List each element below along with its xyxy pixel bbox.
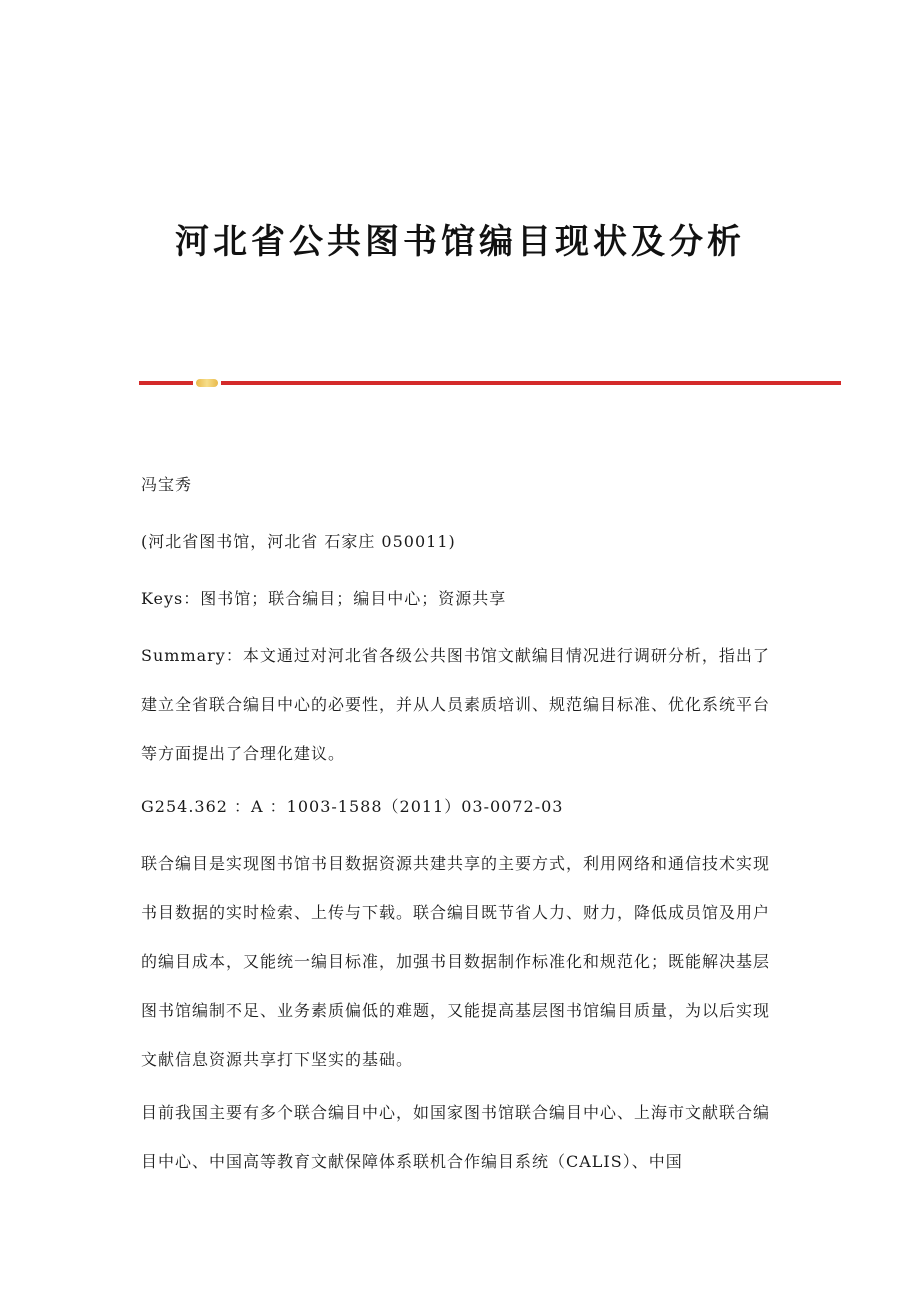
keywords: Keys：图书馆；联合编目；编目中心；资源共享 (141, 589, 507, 608)
divider-ornament-icon (196, 379, 218, 387)
author-name: 冯宝秀 (141, 475, 193, 494)
summary: Summary：本文通过对河北省各级公共图书馆文献编目情况进行调研分析，指出了建立全省联合编目中心的必要性，并从人员素质培训、规范编目标准、优化系统平台等方面提出了合理化建议。 (141, 646, 771, 763)
divider-left-segment (139, 381, 193, 385)
article-body (141, 466, 786, 1196)
decorative-divider (139, 379, 841, 387)
classification-code: G254.362 ：A ：1003-1588（2011）03-0072-03 (141, 797, 564, 816)
author-affiliation: (河北省图书馆，河北省 石家庄 050011) (141, 532, 456, 551)
divider-right-segment (221, 381, 841, 385)
document-title: 河北省公共图书馆编目现状及分析 (175, 222, 745, 262)
body-paragraph-2: 目前我国主要有多个联合编目中心，如国家图书馆联合编目中心、上海市文献联合编目中心、中国高等教育文献保障体系联机合作编目系统（CALIS）、中国 (141, 1103, 771, 1171)
body-paragraph-1: 联合编目是实现图书馆书目数据资源共建共享的主要方式，利用网络和通信技术实现书目数据的实时检索、上传与下载。联合编目既节省人力、财力，降低成员馆及用户的编目成本，又能统一编目标准，加强书目数据制作标准化和规范化；既能解决基层图书馆编制不足、业务素质偏低的难题，又能提高基层图书馆编目质量，为以后实现文献信息资源共享打下坚实的基础。 (141, 854, 771, 1069)
